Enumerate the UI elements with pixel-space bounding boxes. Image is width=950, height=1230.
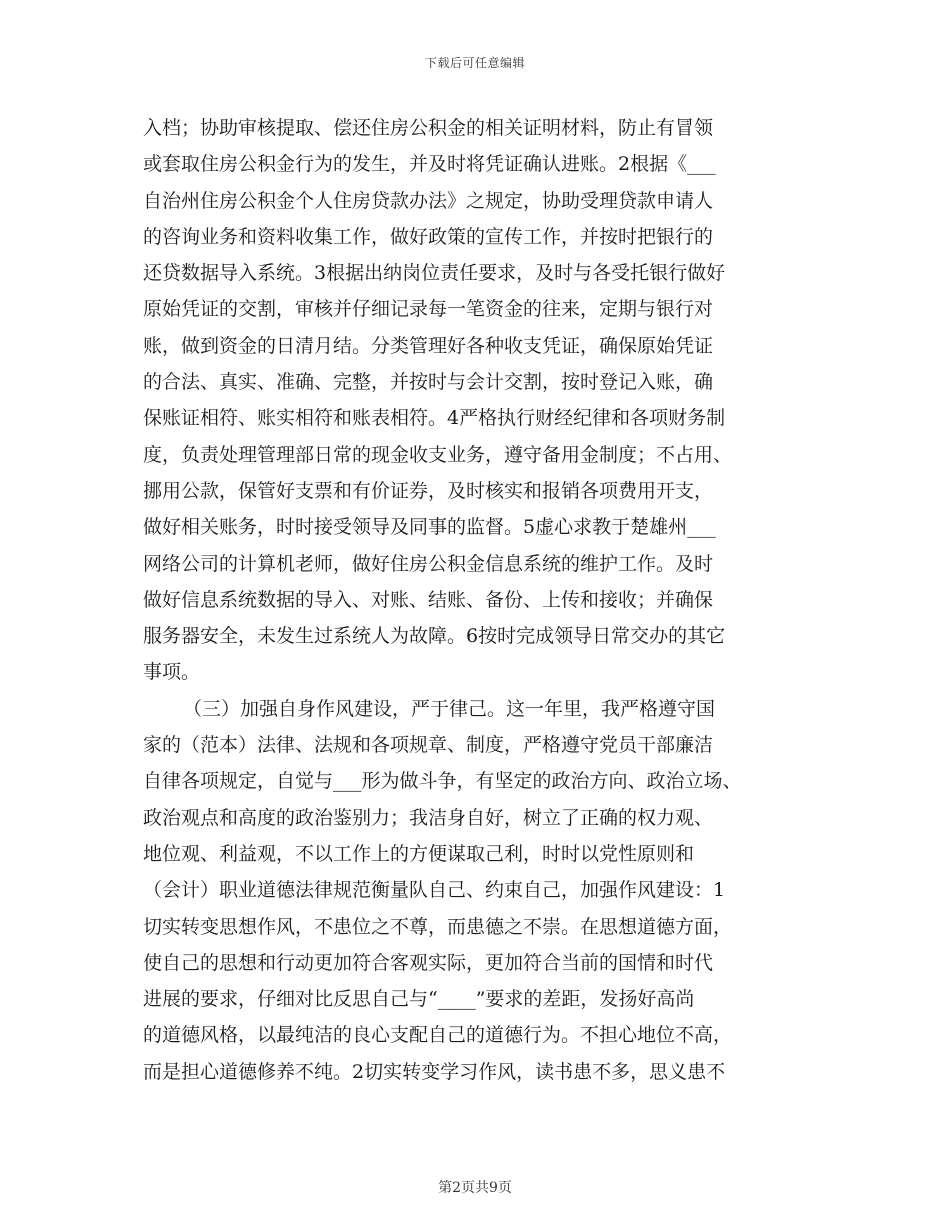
text-line: 自治州住房公积金个人住房贷款办法》之规定，协助受理贷款申请人 [143, 189, 714, 212]
header-note: 下载后可任意编辑 [424, 56, 525, 70]
text-line: 使自己的思想和行动更加符合客观实际，更加符合当前的国情和时代 [143, 951, 714, 974]
text-line: 账，做到资金的日清月结。分类管理好各种收支凭证，确保原始凭证 [143, 334, 714, 357]
text-line: 或套取住房公积金行为的发生，并及时将凭证确认进账。2根据《___ [143, 153, 716, 176]
text-line: 自律各项规定，自觉与___形为做斗争，有坚定的政治方向、政治立场、 [143, 770, 742, 793]
text-line: 做好相关账务，时时接受领导及同事的监督。5虚心求教于楚雄州___ [143, 516, 716, 539]
body-text [143, 110, 813, 1090]
text-line: 挪用公款，保管好支票和有价证券，及时核实和报销各项费用开支， [143, 479, 714, 502]
text-line: 进展的要求，仔细对比反思自己与“____”要求的差距，发扬好高尚 [143, 988, 695, 1011]
text-line: 网络公司的计算机老师，做好住房公积金信息系统的维护工作。及时 [143, 552, 714, 575]
paragraph-start-line: （三）加强自身作风建设，严于律己。这一年里，我严格遵守国 [183, 697, 716, 720]
text-line: 政治观点和高度的政治鉴别力；我洁身自好，树立了正确的权力观、 [143, 806, 714, 829]
text-line: 的咨询业务和资料收集工作，做好政策的宣传工作，并按时把银行的 [143, 225, 714, 248]
text-line: 的道德风格，以最纯洁的良心支配自己的道德行为。不担心地位不高， [143, 1024, 733, 1047]
text-line: 还贷数据导入系统。3根据出纳岗位责任要求，及时与各受托银行做好 [143, 262, 726, 285]
text-line: 家的（范本）法律、法规和各项规章、制度，严格遵守党员干部廉洁 [143, 734, 714, 757]
text-line: 入档；协助审核提取、偿还住房公积金的相关证明材料，防止有冒领 [143, 117, 714, 139]
text-line: 保账证相符、账实相符和账表相符。4严格执行财经纪律和各项财务制 [143, 407, 726, 430]
text-line: 的合法、真实、准确、完整，并按时与会计交割，按时登记入账，确 [143, 371, 714, 394]
text-line: 切实转变思想作风，不患位之不尊，而患德之不崇。在思想道德方面， [143, 915, 733, 938]
text-line: 地位观、利益观，不以工作上的方便谋取己利，时时以党性原则和 [143, 842, 695, 865]
text-line: 事项。 [143, 661, 201, 684]
text-line: 而是担心道德修养不纯。2切实转变学习作风，读书患不多，思义患不 [143, 1060, 726, 1083]
text-line: 做好信息系统数据的导入、对账、结账、备份、上传和接收；并确保 [143, 588, 714, 611]
text-line: 服务器安全，未发生过系统人为故障。6按时完成领导日常交办的其它 [143, 625, 726, 648]
text-line: 原始凭证的交割，审核并仔细记录每一笔资金的往来，定期与银行对 [143, 298, 714, 321]
page-number: 第2页共9页 [438, 1180, 512, 1196]
text-line: 度，负责处理管理部日常的现金收支业务，遵守备用金制度；不占用、 [143, 443, 733, 466]
text-line: （会计）职业道德法律规范衡量队自己、约束自己，加强作风建设：1 [143, 879, 726, 902]
